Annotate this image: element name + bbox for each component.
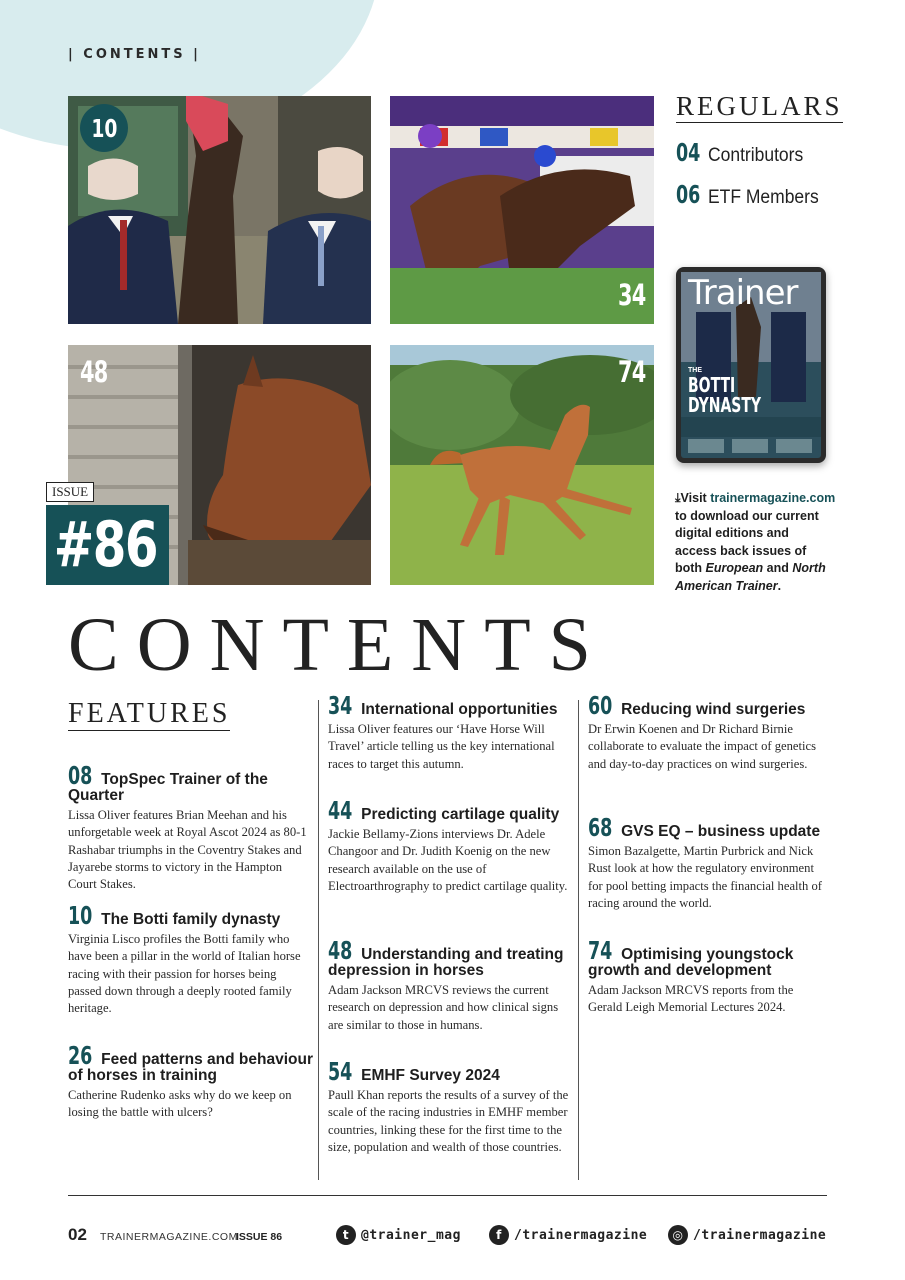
cover-headline-2: DYNASTY bbox=[688, 393, 762, 417]
page-number: 34 bbox=[618, 278, 646, 312]
article-74[interactable]: 74 Optimising youngstock growth and development Adam Jackson MRCVS reports from the Gerald Leigh Memorial Lectures 2024. bbox=[588, 936, 794, 1015]
footer-divider bbox=[68, 1195, 827, 1196]
regulars-title: REGULARS bbox=[676, 91, 843, 121]
photo-botti-family[interactable] bbox=[68, 96, 371, 324]
twitter-handle[interactable]: t @trainer_mag bbox=[336, 1225, 461, 1245]
issue-label: ISSUE bbox=[46, 482, 94, 502]
instagram-icon: ◎ bbox=[668, 1225, 688, 1245]
issue-number: #86 bbox=[46, 505, 169, 585]
article-60[interactable]: 60 Reducing wind surgeries Dr Erwin Koenen and Dr Richard Birnie collaborate to evaluate the impact of genetics and day-to-day practices on wind surgeries. bbox=[588, 691, 816, 771]
facebook-icon: f bbox=[489, 1225, 509, 1245]
article-44[interactable]: 44 Predicting cartilage quality Jackie Bellamy-Zions interviews Dr. Adele Changoor and Dr. Judith Koenig on the new research available on the use of Electroarthrography to predict cartilage quality. bbox=[328, 796, 568, 893]
article-10[interactable]: 10 The Botti family dynasty Virginia Lisco profiles the Botti family who have been a pillar in the world of Italian horse racing with their passion for horses being passed down through a deeply rooted family heritage. bbox=[68, 901, 301, 1016]
footer-issue: ISSUE 86 bbox=[236, 1231, 283, 1243]
features-title: FEATURES bbox=[68, 698, 231, 729]
website-link[interactable]: trainermagazine.com bbox=[710, 491, 836, 505]
twitter-icon: t bbox=[336, 1225, 356, 1245]
page-badge: 10 bbox=[80, 104, 128, 152]
article-26[interactable]: 26 Feed patterns and behaviour of horses in training Catherine Rudenko asks why do we keep on losing the battle with ulcers? bbox=[68, 1041, 313, 1120]
page-number: 02 bbox=[68, 1225, 87, 1244]
section-label: | CONTENTS | bbox=[68, 47, 201, 62]
article-68[interactable]: 68 GVS EQ – business update Simon Bazalgette, Martin Purbrick and Nick Rust look at how the regulatory environment for pool betting impacts the financial health of racing around the world. bbox=[588, 813, 822, 910]
cover-brand: Trainer bbox=[688, 273, 798, 313]
visit-text: ⤓Visit trainermagazine.com to download our current digital editions and access back issues of both European and North American Trainer. bbox=[675, 491, 836, 593]
page-number: 48 bbox=[80, 355, 108, 389]
instagram-handle[interactable]: ◎ /trainermagazine bbox=[668, 1225, 826, 1245]
article-48[interactable]: 48 Understanding and treating depression in horses Adam Jackson MRCVS reviews the current research on depression and how clinical signs are similar to those in humans. bbox=[328, 936, 564, 1032]
footer-site[interactable]: TRAINERMAGAZINE.COM bbox=[100, 1231, 238, 1243]
article-54[interactable]: 54 EMHF Survey 2024 Paull Khan reports the results of a survey of the scale of the racing industries in EMHF member countries, linking these for the first time to the size, population and wealth of those countries. bbox=[328, 1057, 569, 1154]
contents-title: CONTENTS bbox=[68, 603, 609, 687]
facebook-handle[interactable]: f /trainermagazine bbox=[489, 1225, 647, 1245]
article-34[interactable]: 34 International opportunities Lissa Oliver features our ‘Have Horse Will Travel’ article telling us the key international races to target this autumn. bbox=[328, 691, 558, 771]
photo-foal[interactable] bbox=[390, 345, 654, 585]
download-icon: ⤓ bbox=[675, 491, 681, 505]
column-divider bbox=[318, 700, 319, 1180]
regular-item-etf-members[interactable]: 06 ETF Members bbox=[676, 180, 819, 209]
column-divider bbox=[578, 700, 579, 1180]
page-number: 74 bbox=[618, 355, 646, 389]
cover-headline-1: BOTTI bbox=[688, 373, 736, 397]
photo-horse-race[interactable] bbox=[390, 96, 654, 324]
magazine-tablet-cover[interactable] bbox=[676, 267, 826, 463]
article-08[interactable]: 08 TopSpec Trainer of the Quarter Lissa Oliver features Brian Meehan and his unforgetable week at Royal Ascot 2024 as 80-1 Rashabar triumphs in the Coventry Stakes and Jayarebe storms to victory in the Hampton Court Stakes. bbox=[68, 761, 307, 892]
regular-item-contributors[interactable]: 04 Contributors bbox=[676, 138, 804, 167]
cover-the: THE bbox=[688, 367, 702, 374]
